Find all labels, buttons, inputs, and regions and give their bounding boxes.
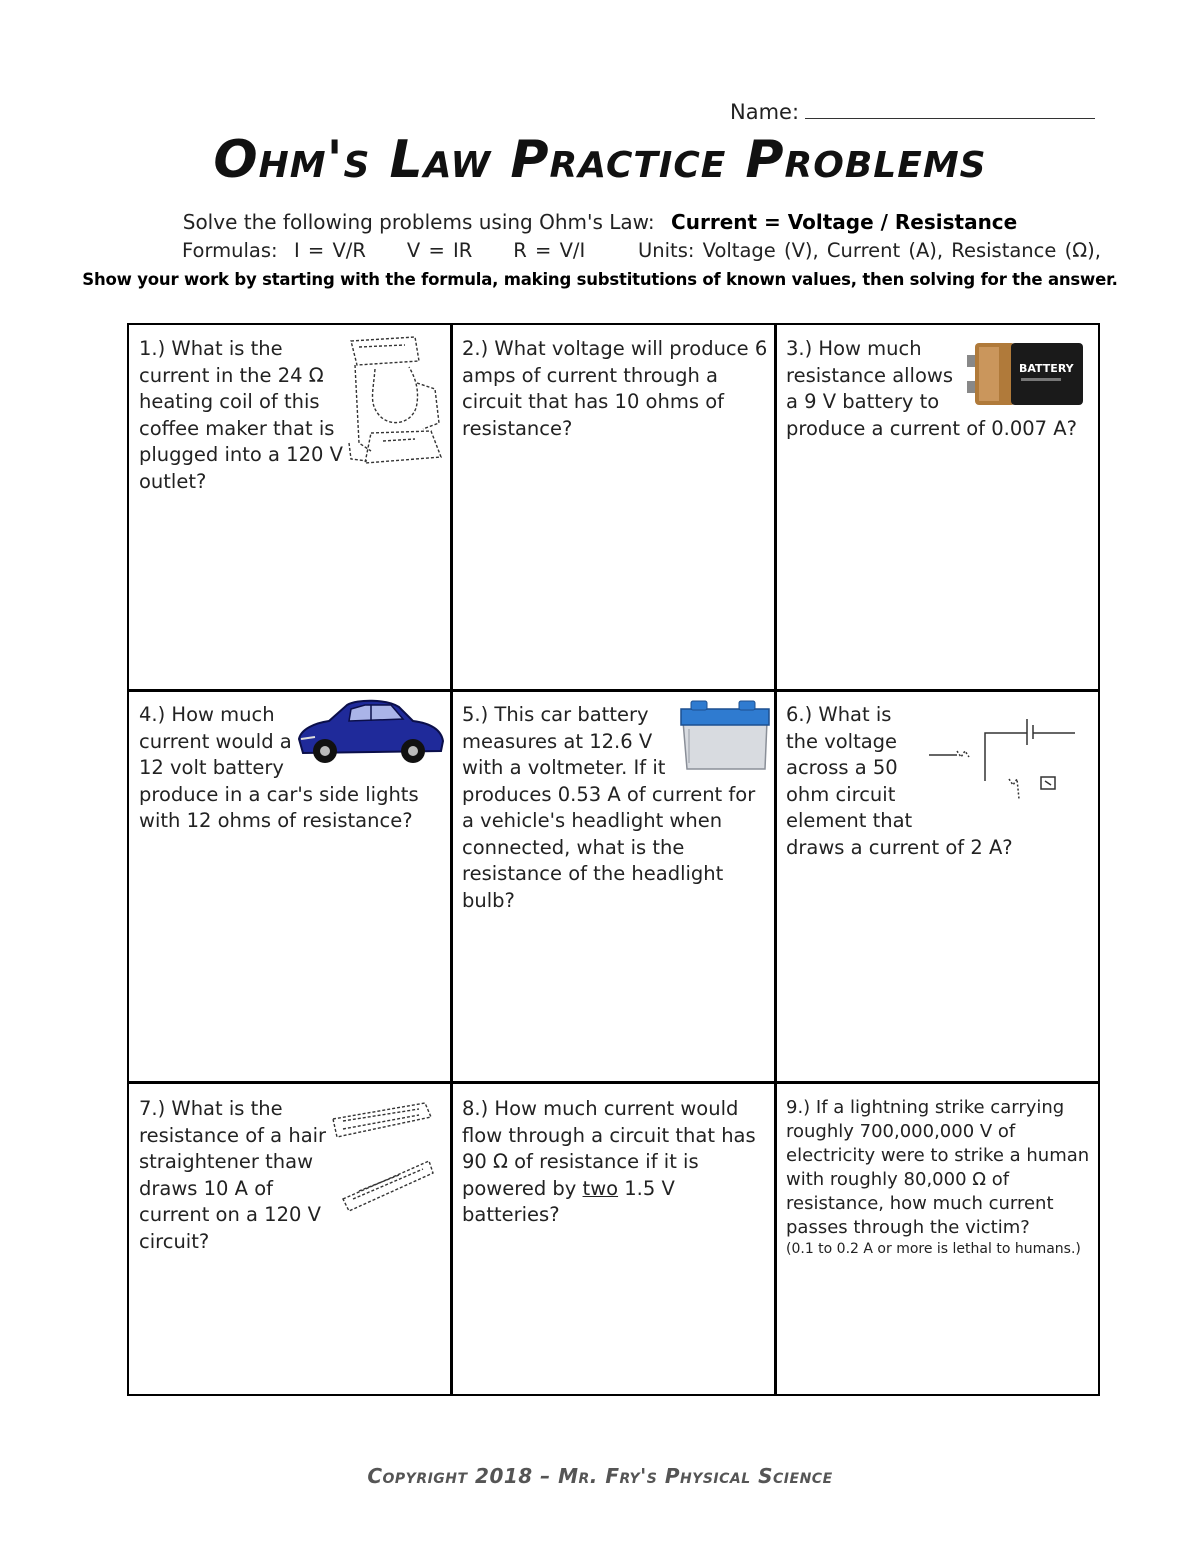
grid-divider bbox=[774, 325, 777, 1394]
problem-line: bulb? bbox=[462, 888, 515, 912]
hair-straightener-icon bbox=[329, 1097, 439, 1217]
problem-line: 12 volt battery bbox=[139, 756, 284, 779]
problem-line: circuit that has 10 ohms of bbox=[462, 390, 724, 413]
problem-8 bbox=[462, 1096, 756, 1229]
problem-line: circuit? bbox=[139, 1229, 210, 1253]
problem-line: 6.) What is bbox=[786, 703, 892, 726]
problem-line: batteries? bbox=[462, 1203, 560, 1226]
problem-line: current would a bbox=[139, 729, 292, 753]
problem-line: 5.) This car battery bbox=[462, 703, 649, 726]
problem-line: across a 50 bbox=[786, 756, 898, 779]
units: Units: Voltage (V), Current (A), Resistance (Ω), bbox=[638, 239, 1101, 262]
battery-label: BATTERY bbox=[1019, 362, 1074, 375]
problem-text: powered by bbox=[462, 1176, 583, 1200]
problem-line: with roughly 80,000 Ω of bbox=[786, 1169, 1010, 1190]
problem-line: resistance? bbox=[462, 416, 573, 440]
problem-line: 90 Ω of resistance if it is bbox=[462, 1150, 699, 1173]
problem-line: 4.) How much bbox=[139, 703, 275, 726]
problem-line: connected, what is the bbox=[462, 835, 685, 859]
problem-line: produces 0.53 A of current for bbox=[462, 782, 756, 806]
problem-line: with 12 ohms of resistance? bbox=[139, 809, 413, 832]
grid-divider bbox=[129, 689, 1098, 692]
problem-line: current on a 120 V bbox=[139, 1203, 321, 1226]
car-icon bbox=[295, 695, 445, 770]
instructions-prefix: Solve the following problems using Ohm's Law: bbox=[182, 210, 655, 234]
problem-line: outlet? bbox=[139, 469, 207, 493]
problem-7 bbox=[139, 1096, 326, 1255]
problem-line: resistance of the headlight bbox=[462, 862, 724, 885]
problem-1 bbox=[139, 336, 343, 495]
problem-line: produce a current of 0.007 A? bbox=[786, 416, 1077, 440]
problem-line: heating coil of this bbox=[139, 390, 320, 413]
coffee-maker-icon bbox=[345, 333, 445, 471]
problem-line: 3.) How much bbox=[786, 337, 922, 360]
name-label: Name: bbox=[730, 100, 800, 124]
problem-2 bbox=[462, 336, 767, 442]
problem-line: produce in a car's side lights bbox=[139, 782, 419, 806]
formulas-row bbox=[182, 239, 1101, 262]
problem-line: ohm circuit bbox=[786, 782, 896, 806]
grid-divider bbox=[129, 1081, 1098, 1084]
problem-line: resistance of a hair bbox=[139, 1123, 327, 1147]
problem-line: 1.) What is the bbox=[139, 337, 283, 360]
problem-line: element that bbox=[786, 809, 913, 832]
problem-line: 7.) What is the bbox=[139, 1097, 283, 1120]
problem-line: flow through a circuit that has bbox=[462, 1123, 756, 1147]
problem-note: (0.1 to 0.2 A or more is lethal to humans.) bbox=[786, 1241, 1081, 1257]
formulas: Formulas: I = V/R V = IR R = V/I bbox=[182, 239, 586, 262]
problem-line: current in the 24 Ω bbox=[139, 363, 324, 387]
problem-line bbox=[462, 1176, 756, 1203]
problem-line: resistance allows bbox=[786, 363, 954, 387]
problem-line: with a voltmeter. If it bbox=[462, 756, 666, 779]
problem-line: 8.) How much current would bbox=[462, 1097, 739, 1120]
problem-line: a 9 V battery to bbox=[786, 390, 940, 413]
problem-line: passes through the victim? bbox=[786, 1217, 1030, 1238]
problem-line: the voltage bbox=[786, 729, 898, 753]
grid-divider bbox=[450, 325, 453, 1394]
page-title: Ohm's Law Practice Problems bbox=[213, 130, 987, 190]
problem-line: 9.) If a lightning strike carrying bbox=[786, 1097, 1065, 1118]
battery-9v-icon bbox=[967, 341, 1087, 409]
problem-grid bbox=[127, 323, 1100, 1396]
instructions-formula: Current = Voltage / Resistance bbox=[671, 210, 1018, 234]
problem-line: straightener thaw bbox=[139, 1150, 314, 1173]
copyright-footer: Copyright 2018 – Mr. Fry's Physical Science bbox=[367, 1464, 833, 1488]
car-battery-icon bbox=[679, 699, 771, 773]
problem-text: 1.5 V bbox=[618, 1176, 675, 1200]
problem-line: amps of current through a bbox=[462, 363, 718, 387]
circuit-diagram-icon bbox=[927, 711, 1077, 807]
problem-line: roughly 700,000,000 V of bbox=[786, 1121, 1016, 1142]
problem-line: 2.) What voltage will produce 6 bbox=[462, 337, 768, 360]
problem-line: coffee maker that is bbox=[139, 416, 335, 440]
problem-line: plugged into a 120 V bbox=[139, 443, 343, 466]
underlined-word: two bbox=[582, 1176, 619, 1200]
problem-9 bbox=[786, 1096, 1089, 1258]
problem-line: measures at 12.6 V bbox=[462, 729, 653, 753]
problem-line: resistance, how much current bbox=[786, 1193, 1054, 1214]
problem-line: electricity were to strike a human bbox=[786, 1145, 1090, 1166]
problem-line: draws a current of 2 A? bbox=[786, 835, 1013, 859]
problem-line: a vehicle's headlight when bbox=[462, 809, 723, 832]
name-field bbox=[730, 98, 1095, 124]
name-blank bbox=[805, 98, 1095, 119]
instructions bbox=[0, 210, 1200, 234]
problem-line: draws 10 A of bbox=[139, 1176, 273, 1200]
show-work-instructions: Show your work by starting with the formula, making substitutions of known values, then solving for the answer. bbox=[82, 270, 1118, 289]
